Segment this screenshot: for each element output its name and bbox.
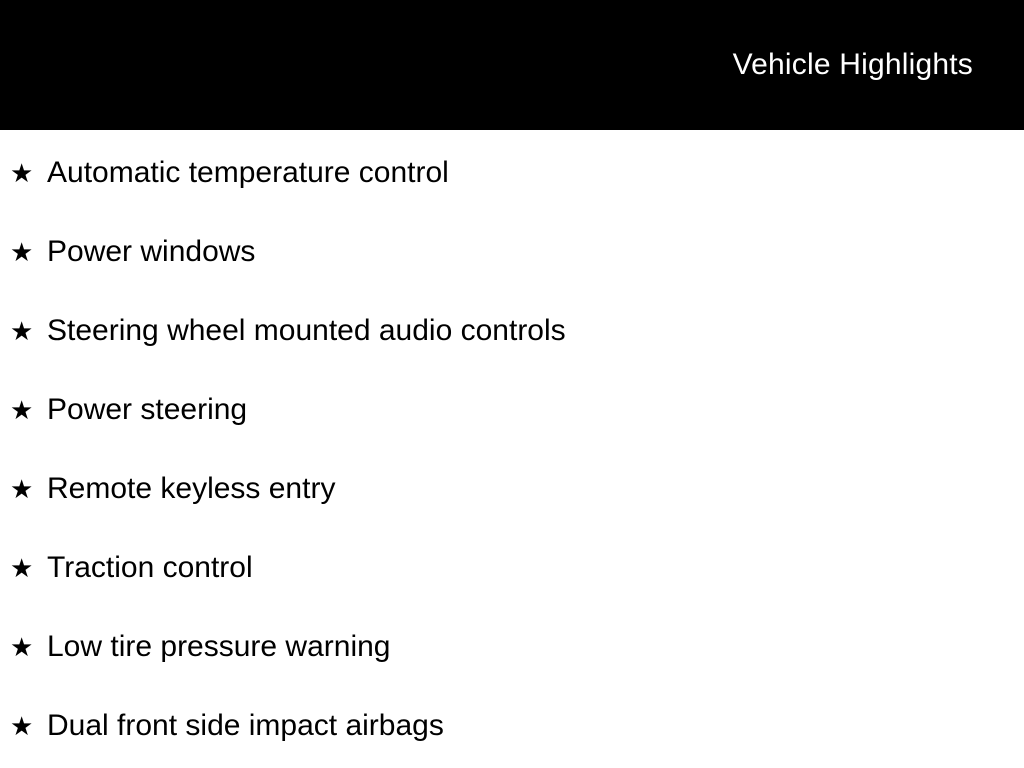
highlights-list	[0, 133, 1024, 765]
star-icon: ★	[10, 710, 34, 741]
page-title: Vehicle Highlights	[732, 48, 973, 81]
highlight-label: Automatic temperature control	[47, 156, 449, 189]
star-icon: ★	[10, 236, 34, 267]
star-icon: ★	[10, 552, 34, 583]
list-item	[0, 686, 1024, 765]
list-item	[0, 212, 1024, 291]
star-icon: ★	[10, 631, 34, 662]
highlight-label: Dual front side impact airbags	[47, 709, 444, 742]
highlight-label: Power steering	[47, 393, 248, 426]
highlight-label: Steering wheel mounted audio controls	[47, 314, 566, 347]
star-icon: ★	[10, 394, 34, 425]
highlight-label: Power windows	[47, 235, 256, 268]
star-icon: ★	[10, 315, 34, 346]
list-item	[0, 133, 1024, 212]
list-item	[0, 528, 1024, 607]
star-icon: ★	[10, 473, 34, 504]
star-icon: ★	[10, 157, 34, 188]
highlight-label: Remote keyless entry	[47, 472, 336, 505]
list-item	[0, 607, 1024, 686]
highlight-label: Low tire pressure warning	[47, 630, 391, 663]
list-item	[0, 291, 1024, 370]
header-bar	[0, 0, 1024, 130]
list-item	[0, 370, 1024, 449]
list-item	[0, 449, 1024, 528]
highlight-label: Traction control	[47, 551, 253, 584]
